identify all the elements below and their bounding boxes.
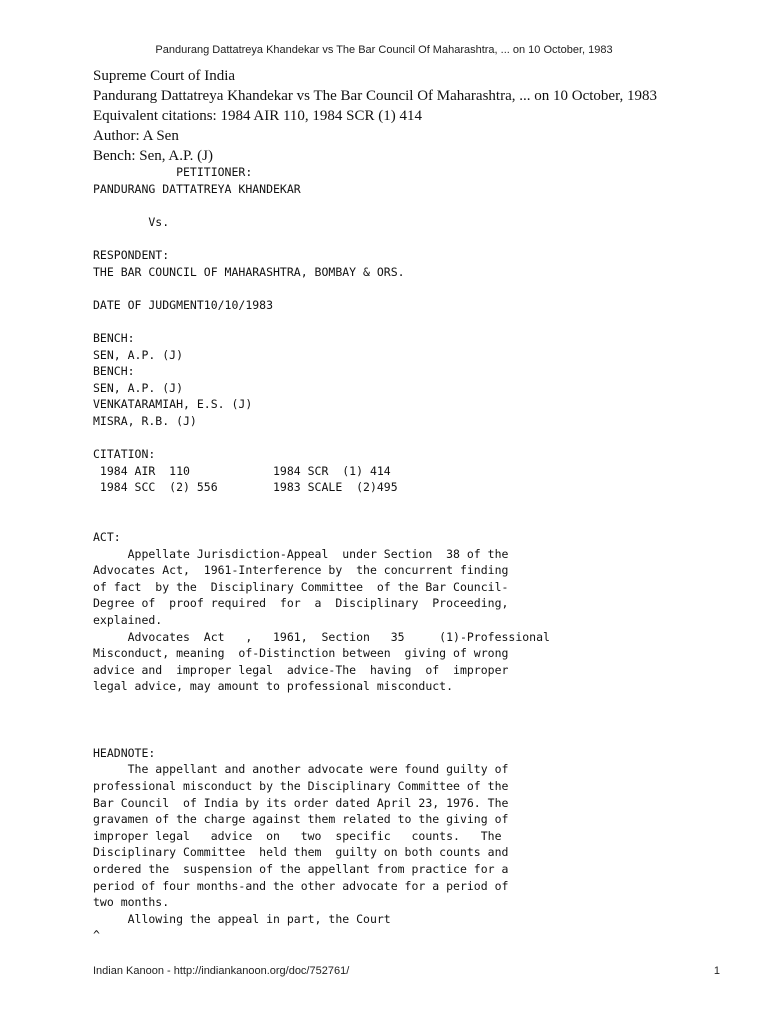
body-line [93,712,753,729]
body-line: period of four months-and the other advocate for a period of [93,878,509,893]
body-line: PETITIONER: [93,165,253,179]
body-line: Disciplinary Committee held them guilty on both counts and [93,845,509,860]
body-line: ^ [93,928,100,943]
body-line: Allowing the appeal in part, the Court [93,911,391,926]
body-line: BENCH: [93,330,135,345]
body-line: 1984 AIR 110 1984 SCR (1) 414 [93,463,391,478]
court-name: Supreme Court of India [93,68,236,84]
body-line: MISRA, R.B. (J) [93,413,197,428]
body-line [93,728,753,745]
body-line [93,695,753,712]
body-line: DATE OF JUDGMENT10/10/1983 [93,297,274,312]
document-meta [93,66,733,166]
body-line [93,313,753,330]
body-line: PANDURANG DATTATREYA KHANDEKAR [93,181,301,196]
body-line: The appellant and another advocate were found guilty of [93,762,509,777]
body-line: of fact by the Disciplinary Committee of the Bar Council- [93,579,509,594]
body-line: Appellate Jurisdiction-Appeal under Section 38 of the [93,546,509,561]
equivalent-citations: Equivalent citations: 1984 AIR 110, 1984 SCR (1) 414 [93,108,423,124]
body-line: advice and improper legal advice-The having of improper [93,662,509,677]
body-line [93,280,753,297]
author: Author: A Sen [93,128,179,144]
body-line [93,197,753,214]
case-title: Pandurang Dattatreya Khandekar vs The Bar Council Of Maharashtra, ... on 10 October, 1983 [93,88,657,104]
body-line: Advocates Act, 1961-Interference by the concurrent finding [93,563,509,578]
body-line: HEADNOTE: [93,745,156,760]
page-number: 1 [713,965,720,977]
body-line: SEN, A.P. (J) [93,347,184,362]
bench: Bench: Sen, A.P. (J) [93,148,213,164]
body-line: ordered the suspension of the appellant from practice for a [93,861,509,876]
footer-source: Indian Kanoon - http://indiankanoon.org/doc/752761/ [93,965,350,977]
body-line: Degree of proof required for a Disciplinary Proceeding, [93,596,509,611]
judgment-body [93,164,753,944]
body-line [93,430,753,447]
body-line: ACT: [93,530,121,545]
body-line [93,496,753,513]
body-line [93,230,753,247]
body-line: professional misconduct by the Disciplinary Committee of the [93,778,509,793]
body-line: 1984 SCC (2) 556 1983 SCALE (2)495 [93,480,398,495]
body-line [93,512,753,529]
body-line: Advocates Act , 1961, Section 35 (1)-Professional [93,629,550,644]
body-line: Bar Council of India by its order dated April 23, 1976. The [93,795,509,810]
body-line: THE BAR COUNCIL OF MAHARASHTRA, BOMBAY & ORS. [93,264,405,279]
body-line: Vs. [93,214,170,229]
body-line: two months. [93,895,170,910]
body-line: legal advice, may amount to professional misconduct. [93,679,454,694]
body-line: Misconduct, meaning of-Distinction between giving of wrong [93,646,509,661]
body-line: gravamen of the charge against them related to the giving of [93,812,509,827]
running-header: Pandurang Dattatreya Khandekar vs The Bar Council Of Maharashtra, ... on 10 October, 1983 [155,44,613,56]
body-line: RESPONDENT: [93,247,170,262]
body-line: explained. [93,613,163,628]
body-line: CITATION: [93,447,156,462]
body-line: improper legal advice on two specific counts. The [93,828,502,843]
body-line: SEN, A.P. (J) [93,380,184,395]
body-line: BENCH: [93,364,135,379]
body-line: VENKATARAMIAH, E.S. (J) [93,397,253,412]
